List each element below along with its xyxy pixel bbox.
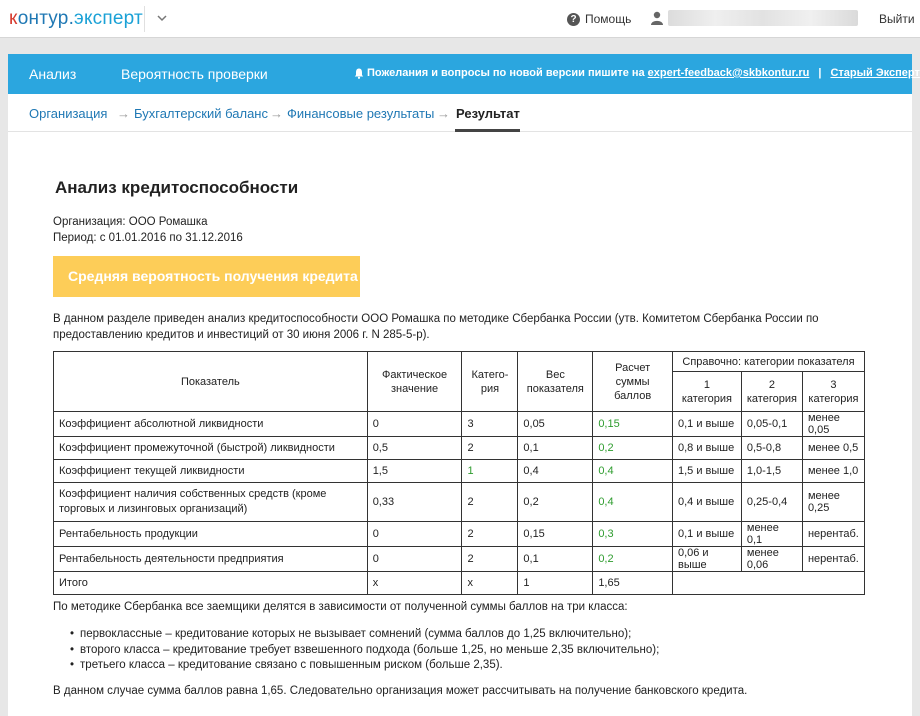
header-category: Катего-рия (462, 352, 518, 412)
cat1-range: 0,4 и выше (672, 483, 741, 522)
feedback-banner (354, 67, 920, 79)
method-text: По методике Сбербанка все заемщики делятся в зависимости от полученной суммы баллов на три класса: (53, 601, 628, 613)
total-category: x (462, 572, 518, 595)
active-step-indicator (455, 129, 520, 132)
cat1-range: 1,5 и выше (672, 460, 741, 483)
indicator-name: Коэффициент промежуточной (быстрой) ликвидности (54, 437, 368, 460)
user-name-redacted[interactable] (668, 10, 858, 26)
weight-value: 0,4 (518, 460, 593, 483)
header-indicator: Показатель (54, 352, 368, 412)
step-organization[interactable]: Организация (29, 106, 108, 121)
cat3-range: нерентаб. (802, 522, 864, 547)
table-total-row (54, 572, 865, 595)
list-item: • первоклассные – кредитование которых не вызывает сомнений (сумма баллов до 1,25 включительно); (70, 627, 659, 643)
credit-verdict-badge: Средняя вероятность получения кредита (53, 256, 360, 297)
feedback-separator: | (818, 67, 822, 79)
score-value: 0,3 (593, 522, 673, 547)
table-row (54, 412, 865, 437)
total-label: Итого (54, 572, 368, 595)
score-value: 0,2 (593, 547, 673, 572)
cat2-range: 0,5-0,8 (741, 437, 802, 460)
total-score: 1,65 (593, 572, 673, 595)
cat2-range: менее 0,1 (741, 522, 802, 547)
actual-value: 0,5 (367, 437, 462, 460)
cat3-range: нерентаб. (802, 547, 864, 572)
cat1-range: 0,06 и выше (672, 547, 741, 572)
arrow-icon: → (270, 106, 283, 121)
header-actual: Фактическое значение (367, 352, 462, 412)
arrow-icon: → (437, 106, 450, 121)
weight-value: 0,15 (518, 522, 593, 547)
cat2-range: менее 0,06 (741, 547, 802, 572)
total-actual: x (367, 572, 462, 595)
weight-value: 0,05 (518, 412, 593, 437)
header-cat1: 1 категория (672, 372, 741, 412)
step-balance[interactable]: Бухгалтерский баланс (134, 106, 268, 121)
divider (144, 6, 145, 32)
cat1-range: 0,8 и выше (672, 437, 741, 460)
arrow-icon: → (117, 106, 130, 121)
tab-analysis[interactable]: Анализ (29, 66, 77, 82)
weight-value: 0,2 (518, 483, 593, 522)
list-item: • второго класса – кредитование требует взвешенного подхода (больше 1,25, но меньше 2,35 включительно); (70, 643, 659, 659)
actual-value: 0 (367, 412, 462, 437)
category-value: 3 (462, 412, 518, 437)
cat1-range: 0,1 и выше (672, 522, 741, 547)
intro-text: В данном разделе приведен анализ кредитоспособности ООО Ромашка по методике Сбербанка России (утв. Комитетом Сбербанка России по предоставлению кредитов и инвестиций от 30 июня 2006 г. N 285-5-р). (53, 313, 819, 341)
header-cat3: 3 категория (802, 372, 864, 412)
header-reference: Справочно: категории показателя (672, 352, 864, 372)
list-item: • третьего класса – кредитование связано с повышенным риском (больше 2,35). (70, 658, 659, 674)
kontur-expert-logo[interactable] (9, 8, 143, 30)
help-label: Помощь (585, 12, 632, 26)
logout-button[interactable]: Выйти (879, 12, 915, 26)
cat2-range: 0,05-0,1 (741, 412, 802, 437)
indicator-name: Рентабельность деятельности предприятия (54, 547, 368, 572)
cat3-range: менее 0,05 (802, 412, 864, 437)
score-value: 0,4 (593, 460, 673, 483)
score-value: 0,2 (593, 437, 673, 460)
header-weight: Вес показателя (518, 352, 593, 412)
cat2-range: 0,25-0,4 (741, 483, 802, 522)
help-link[interactable] (567, 12, 631, 26)
page-title: Анализ кредитоспособности (55, 178, 299, 197)
creditworthiness-table (53, 351, 865, 595)
cat2-range: 1,0-1,5 (741, 460, 802, 483)
feedback-email-link[interactable]: expert-feedback@skbkontur.ru (647, 67, 810, 79)
actual-value: 0 (367, 547, 462, 572)
borrower-classes-list (70, 627, 659, 674)
cat3-range: менее 0,25 (802, 483, 864, 522)
table-row (54, 437, 865, 460)
indicator-name: Коэффициент текущей ликвидности (54, 460, 368, 483)
total-weight: 1 (518, 572, 593, 595)
actual-value: 0,33 (367, 483, 462, 522)
indicator-name: Коэффициент наличия собственных средств (кроме торговых и лизинговых организаций) (54, 483, 368, 522)
weight-value: 0,1 (518, 437, 593, 460)
top-header (0, 0, 920, 38)
step-financial-results[interactable]: Финансовые результаты (287, 106, 435, 121)
logo-main: онтур. (17, 8, 75, 29)
chevron-down-icon[interactable] (155, 11, 169, 25)
question-icon: ? (567, 13, 580, 26)
category-value: 2 (462, 483, 518, 522)
category-value: 1 (462, 460, 518, 483)
table-row (54, 547, 865, 572)
indicator-name: Коэффициент абсолютной ликвидности (54, 412, 368, 437)
table-row (54, 522, 865, 547)
breadcrumb-steps (8, 94, 912, 132)
weight-value: 0,1 (518, 547, 593, 572)
header-score: Расчет суммы баллов (593, 352, 673, 412)
organization-label: Организация: ООО Ромашка (53, 216, 208, 228)
old-version-link[interactable]: Старый Эксперт (830, 67, 920, 79)
cat3-range: менее 0,5 (802, 437, 864, 460)
category-value: 2 (462, 522, 518, 547)
bell-icon (354, 68, 364, 79)
cat3-range: менее 1,0 (802, 460, 864, 483)
table-row (54, 460, 865, 483)
user-icon (651, 11, 663, 25)
logo-suffix: эксперт (74, 8, 143, 29)
tab-audit-probability[interactable]: Вероятность проверки (121, 66, 268, 82)
category-value: 2 (462, 547, 518, 572)
indicator-name: Рентабельность продукции (54, 522, 368, 547)
main-nav (8, 54, 920, 94)
actual-value: 1,5 (367, 460, 462, 483)
cat1-range: 0,1 и выше (672, 412, 741, 437)
conclusion-text: В данном случае сумма баллов равна 1,65. Следовательно организация может рассчитывать на получение банковского кредита. (53, 685, 748, 697)
main-card (8, 54, 920, 716)
score-value: 0,4 (593, 483, 673, 522)
actual-value: 0 (367, 522, 462, 547)
period-label: Период: с 01.01.2016 по 31.12.2016 (53, 232, 243, 244)
header-cat2: 2 категория (741, 372, 802, 412)
category-value: 2 (462, 437, 518, 460)
table-row (54, 483, 865, 522)
logo-letter: к (9, 8, 18, 29)
total-empty (672, 572, 864, 595)
score-value: 0,15 (593, 412, 673, 437)
step-result[interactable]: Результат (456, 106, 520, 121)
feedback-text: Пожелания и вопросы по новой версии пишите на (367, 67, 645, 79)
